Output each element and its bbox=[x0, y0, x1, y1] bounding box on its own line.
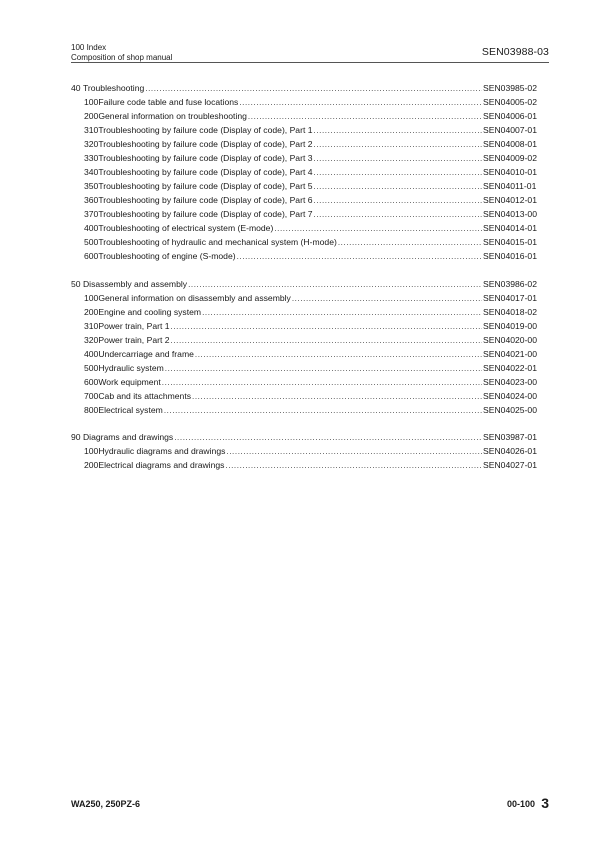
dot-leader bbox=[314, 125, 482, 135]
footer-page-ref: 00-100 bbox=[506, 799, 535, 809]
toc-item-row bbox=[71, 293, 549, 307]
toc-item-number: 320 bbox=[84, 334, 99, 345]
toc-item-number: 600 bbox=[84, 376, 99, 387]
toc-item-code: SEN04005-02 bbox=[483, 97, 537, 107]
dot-leader bbox=[239, 97, 482, 107]
toc-item-row bbox=[71, 237, 549, 251]
toc-item-row bbox=[71, 97, 549, 111]
toc-item-number: 100 bbox=[84, 292, 99, 303]
toc-item-title: Hydraulic system bbox=[98, 362, 164, 373]
toc-item-row bbox=[71, 181, 549, 195]
toc-section-number: 40 bbox=[71, 83, 81, 93]
toc-item-row bbox=[71, 460, 549, 474]
toc-item-row bbox=[71, 335, 549, 349]
dot-leader bbox=[314, 153, 482, 163]
dot-leader bbox=[192, 391, 482, 401]
toc-section-row bbox=[71, 432, 549, 446]
toc-item-title: Troubleshooting by failure code (Display of code), Part 3 bbox=[98, 153, 313, 163]
toc-item-number: 200 bbox=[84, 460, 99, 470]
dot-leader bbox=[314, 195, 482, 205]
toc-item-number: 320 bbox=[84, 139, 99, 149]
toc-item-code: SEN04017-01 bbox=[483, 292, 537, 303]
toc-item-code: SEN04010-01 bbox=[483, 167, 537, 177]
toc-item-code: SEN04006-01 bbox=[483, 111, 537, 121]
toc-item-title: Engine and cooling system bbox=[98, 306, 202, 317]
toc-item-code: SEN04008-01 bbox=[483, 139, 537, 149]
toc-item-code: SEN04011-01 bbox=[483, 181, 537, 191]
dot-leader bbox=[145, 83, 482, 93]
toc-item-row bbox=[71, 139, 549, 153]
header-doc-code: SEN03988-03 bbox=[481, 46, 549, 58]
toc-item-title: Electrical system bbox=[98, 404, 163, 415]
toc-item-row bbox=[71, 223, 549, 237]
toc-item-number: 360 bbox=[84, 195, 99, 205]
dot-leader bbox=[162, 377, 482, 387]
toc-section-number: 90 bbox=[71, 432, 81, 442]
toc-item-code: SEN04009-02 bbox=[483, 153, 537, 163]
page-header bbox=[71, 43, 549, 61]
toc-item-code: SEN04016-01 bbox=[483, 251, 537, 261]
footer-page-number: 3 bbox=[541, 795, 549, 811]
toc-section bbox=[71, 279, 549, 419]
toc-item-row bbox=[71, 209, 549, 223]
dot-leader bbox=[225, 460, 482, 470]
page-footer bbox=[71, 795, 549, 815]
toc-item-title: Work equipment bbox=[98, 376, 161, 387]
toc-item-row bbox=[71, 363, 549, 377]
toc-section-code: SEN03985-02 bbox=[483, 83, 537, 93]
dot-leader bbox=[314, 209, 482, 219]
toc-item-title: Cab and its attachments bbox=[98, 390, 192, 401]
toc-item-row bbox=[71, 111, 549, 125]
toc-item-number: 400 bbox=[84, 348, 99, 359]
toc-item-title: Troubleshooting of hydraulic and mechanical system (H-mode) bbox=[98, 237, 337, 247]
toc-item-code: SEN04013-00 bbox=[483, 209, 537, 219]
dot-leader bbox=[188, 279, 482, 289]
toc-item-row bbox=[71, 307, 549, 321]
toc-section-title: Disassembly and assembly bbox=[82, 278, 188, 289]
dot-leader bbox=[314, 139, 482, 149]
header-rule bbox=[71, 62, 549, 63]
dot-leader bbox=[226, 446, 482, 456]
dot-leader bbox=[164, 405, 482, 415]
toc-item-row bbox=[71, 377, 549, 391]
toc-item-code: SEN04026-01 bbox=[483, 446, 537, 456]
toc-item-code: SEN04021-00 bbox=[483, 348, 537, 359]
toc-item-number: 310 bbox=[84, 320, 99, 331]
toc-item-number: 200 bbox=[84, 306, 99, 317]
toc-item-row bbox=[71, 321, 549, 335]
toc-section-code: SEN03987-01 bbox=[483, 432, 537, 442]
toc-item-number: 330 bbox=[84, 153, 99, 163]
table-of-contents bbox=[71, 83, 549, 488]
toc-item-title: Troubleshooting by failure code (Display of code), Part 2 bbox=[98, 139, 313, 149]
toc-item-code: SEN04020-00 bbox=[483, 334, 537, 345]
dot-leader bbox=[174, 432, 482, 442]
toc-item-number: 600 bbox=[84, 251, 99, 261]
toc-item-title: Hydraulic diagrams and drawings bbox=[98, 446, 226, 456]
toc-item-title: Power train, Part 2 bbox=[98, 334, 170, 345]
toc-item-number: 700 bbox=[84, 390, 99, 401]
toc-item-code: SEN04014-01 bbox=[483, 223, 537, 233]
toc-item-title: Power train, Part 1 bbox=[98, 320, 170, 331]
dot-leader bbox=[171, 335, 482, 345]
toc-item-code: SEN04012-01 bbox=[483, 195, 537, 205]
toc-item-number: 100 bbox=[84, 446, 99, 456]
toc-item-code: SEN04015-01 bbox=[483, 237, 537, 247]
toc-item-number: 200 bbox=[84, 111, 99, 121]
toc-item-number: 100 bbox=[84, 97, 99, 107]
toc-item-row bbox=[71, 153, 549, 167]
toc-item-title: Troubleshooting of electrical system (E-mode) bbox=[98, 223, 274, 233]
dot-leader bbox=[195, 349, 482, 359]
dot-leader bbox=[202, 307, 482, 317]
toc-item-title: General information on troubleshooting bbox=[98, 111, 247, 121]
dot-leader bbox=[237, 251, 482, 261]
toc-item-code: SEN04024-00 bbox=[483, 390, 537, 401]
toc-item-row bbox=[71, 405, 549, 419]
toc-section-title: Troubleshooting bbox=[82, 83, 145, 93]
dot-leader bbox=[292, 293, 482, 303]
toc-item-row bbox=[71, 391, 549, 405]
toc-section-row bbox=[71, 83, 549, 97]
toc-item-code: SEN04007-01 bbox=[483, 125, 537, 135]
toc-item-title: Electrical diagrams and drawings bbox=[98, 460, 225, 470]
toc-item-title: General information on disassembly and assembly bbox=[98, 292, 291, 303]
dot-leader bbox=[314, 181, 482, 191]
toc-item-title: Troubleshooting of engine (S-mode) bbox=[98, 251, 236, 261]
footer-model: WA250, 250PZ-6 bbox=[71, 799, 141, 809]
toc-item-number: 340 bbox=[84, 167, 99, 177]
toc-item-title: Troubleshooting by failure code (Display of code), Part 5 bbox=[98, 181, 313, 191]
toc-item-row bbox=[71, 446, 549, 460]
toc-section-number: 50 bbox=[71, 278, 81, 289]
toc-item-title: Troubleshooting by failure code (Display of code), Part 1 bbox=[98, 125, 313, 135]
header-index-label: 100 Index bbox=[71, 43, 107, 52]
toc-item-row bbox=[71, 195, 549, 209]
dot-leader bbox=[338, 237, 482, 247]
toc-section-title: Diagrams and drawings bbox=[82, 432, 174, 442]
toc-item-number: 800 bbox=[84, 404, 99, 415]
header-left bbox=[71, 43, 172, 62]
toc-item-title: Troubleshooting by failure code (Display of code), Part 7 bbox=[98, 209, 313, 219]
toc-item-number: 500 bbox=[84, 362, 99, 373]
dot-leader bbox=[171, 321, 482, 331]
toc-section-row bbox=[71, 279, 549, 293]
toc-item-title: Failure code table and fuse locations bbox=[98, 97, 239, 107]
toc-item-number: 500 bbox=[84, 237, 99, 247]
dot-leader bbox=[248, 111, 482, 121]
toc-item-code: SEN04027-01 bbox=[483, 460, 537, 470]
toc-item-number: 350 bbox=[84, 181, 99, 191]
dot-leader bbox=[274, 223, 482, 233]
header-section-title: Composition of shop manual bbox=[71, 52, 173, 62]
toc-item-number: 370 bbox=[84, 209, 99, 219]
toc-item-code: SEN04019-00 bbox=[483, 320, 537, 331]
toc-section bbox=[71, 432, 549, 474]
toc-item-code: SEN04025-00 bbox=[483, 404, 537, 415]
toc-section-code: SEN03986-02 bbox=[483, 278, 537, 289]
toc-item-title: Troubleshooting by failure code (Display of code), Part 6 bbox=[98, 195, 313, 205]
toc-item-code: SEN04023-00 bbox=[483, 376, 537, 387]
toc-item-title: Troubleshooting by failure code (Display of code), Part 4 bbox=[98, 167, 313, 177]
toc-section bbox=[71, 83, 549, 265]
toc-item-row bbox=[71, 349, 549, 363]
toc-item-row bbox=[71, 167, 549, 181]
dot-leader bbox=[314, 167, 482, 177]
toc-item-title: Undercarriage and frame bbox=[98, 348, 194, 359]
toc-item-number: 310 bbox=[84, 125, 99, 135]
toc-item-code: SEN04022-01 bbox=[483, 362, 537, 373]
toc-item-number: 400 bbox=[84, 223, 99, 233]
dot-leader bbox=[165, 363, 482, 373]
toc-item-code: SEN04018-02 bbox=[483, 306, 537, 317]
toc-item-row bbox=[71, 251, 549, 265]
toc-item-row bbox=[71, 125, 549, 139]
